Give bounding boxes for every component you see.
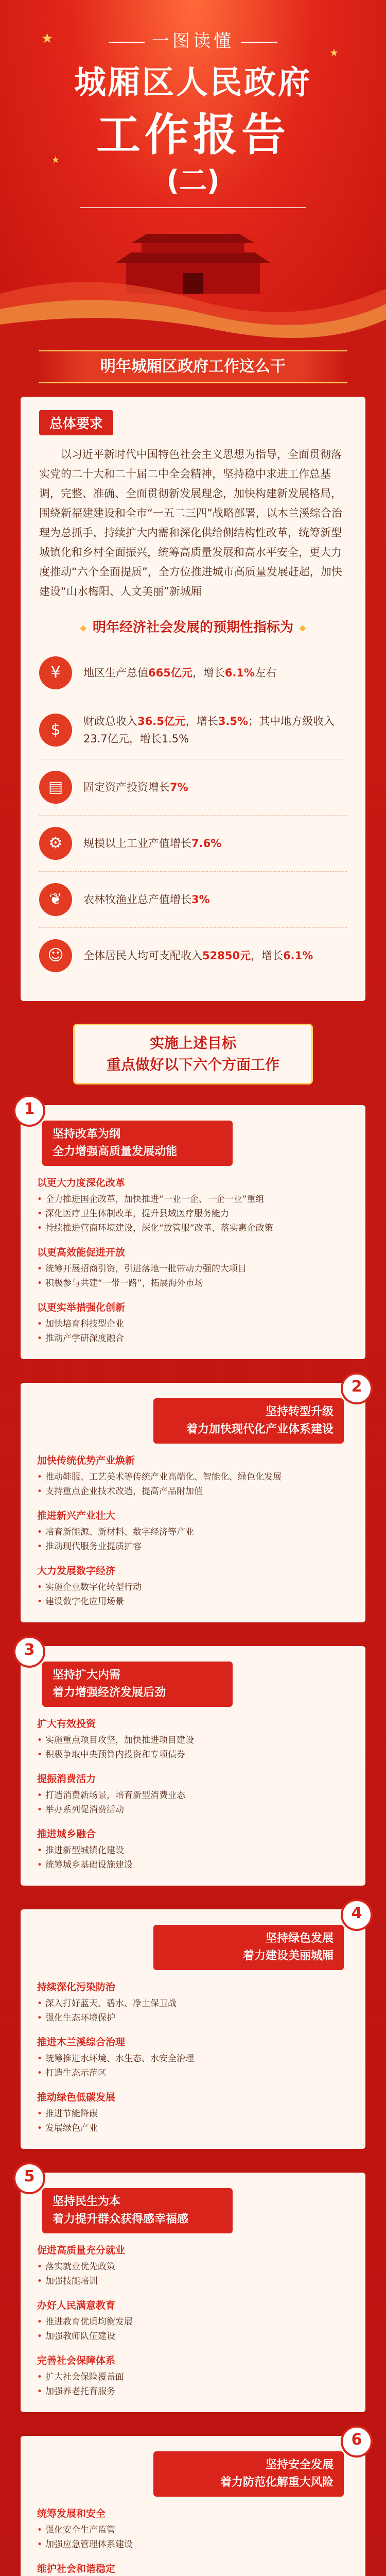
task-item: • 支持重点企业技术改造，提高产品附加值 [37,1484,349,1499]
task-subheading: 以更大力度深化改革 [37,1177,126,1189]
task-subheading: 持续深化污染防治 [37,1981,116,1993]
task-number: 6 [341,2426,373,2458]
task-item: • 加快培育科技型企业 [37,1317,349,1331]
indicator-pre: 固定资产投资增长 [83,781,170,793]
task-heading [153,1925,344,1970]
task-item: • 推动鞋服、工艺美术等传统产业高端化、智能化、绿色化发展 [37,1470,349,1484]
indicator-pre: 地区生产总值 [83,667,148,679]
indicator-pct: 6.1% [224,667,255,679]
task-item: • 打造生态示范区 [37,2066,349,2080]
task-item: • 深入打好蓝天、碧水、净土保卫战 [37,1996,349,2011]
indicator-val: 665亿元 [148,667,192,679]
task-card [21,1904,365,2149]
indicator-icon: ❦ [39,883,72,916]
star-icon: ★ [41,31,54,46]
task-subheading: 提振消费活力 [37,1773,96,1785]
task-number: 4 [341,1899,373,1931]
indicator-pre: 农林牧渔业总产值增长 [83,893,191,906]
task-card [21,1378,365,1622]
indicator-row [39,928,347,984]
hero-section [0,0,386,340]
indicator-icon: ⚙ [39,827,72,860]
indicator-row [39,645,347,701]
task-subheading: 促进高质量充分就业 [37,2245,126,2256]
task-item: • 深化医疗卫生体制改革，提升县域医疗服务能力 [37,1207,349,1221]
indicator-row [39,872,347,928]
task-item: • 强化生态环境保护 [37,2011,349,2025]
indicator-text [83,891,210,908]
task-item: • 强化安全生产监管 [37,2523,349,2537]
hero-kicker: 一图读懂 [0,27,386,52]
task-item: • 加强应急管理体系建设 [37,2537,349,2552]
task-item: • 实施企业数字化转型行动 [37,1580,349,1595]
task-number: 2 [341,1372,373,1404]
task-item: • 积极参与共建“一带一路”，拓展海外市场 [37,1276,349,1291]
indicator-icon: ▤ [39,771,72,804]
task-heading-head2: 着力增强经济发展后劲 [52,1686,166,1699]
task-item: • 统筹城乡基础设施建设 [37,1858,349,1872]
task-heading-head2: 着力建设美丽城厢 [242,1950,334,1962]
indicator-pre: 财政总收入 [83,715,137,727]
task-subheading: 推进城乡融合 [37,1828,96,1840]
work-ribbon-line2: 重点做好以下六个方面工作 [106,1056,279,1073]
task-heading-head1: 坚持扩大内需 [52,1669,121,1682]
task-heading-head2: 着力提升群众获得感幸福感 [52,2213,189,2226]
indicator-val: 7.6% [191,837,222,850]
task-subheading: 推动绿色低碳发展 [37,2092,116,2103]
task-subheading: 推进木兰溪综合治理 [37,2037,126,2048]
indicator-icon: $ [39,714,72,747]
task-heading-head2: 全力增强高质量发展动能 [52,1145,178,1158]
task-subheading: 维护社会和谐稳定 [37,2563,116,2574]
task-heading [42,1121,233,1166]
task-item: • 培育新能源、新材料、数字经济等产业 [37,1525,349,1539]
star-icon: ★ [51,155,60,165]
task-heading-head1: 坚持绿色发展 [265,1932,334,1945]
indicator-pre: 规模以上工业产值增长 [83,837,191,850]
indicator-pct: 6.1% [283,950,313,962]
hero-waves [0,247,386,340]
work-ribbon [73,1024,313,1084]
general-requirements-text: 以习近平新时代中国特色社会主义思想为指导，全面贯彻落实党的二十大和二十届二中全会精神，坚持稳中求进工作总基调，完整、准确、全面贯彻新发展理念，加快构建新发展格局，围绕新福建建设和全市“一五二三四”战略部署，以木兰溪综合治理为总抓手，持续扩大内需和深化供给侧结构性改革，统筹新型城镇化和乡村全面振兴，统筹高质量发展和高水平安全，更大力度推动“六个全面提质”，全方位推进城市高质量发展赶超，加快建设“山水梅阳、人文美丽”新城厢 [39,448,342,598]
task-subheading: 统筹发展和安全 [37,2508,106,2519]
indicator-icon: ☺ [39,939,72,972]
indicator-text [83,713,347,748]
section-banner-1: 明年城厢区政府工作这么干 [39,350,347,383]
task-heading-head1: 坚持民生为本 [52,2195,121,2208]
star-icon: ★ [329,46,339,59]
task-list [0,1100,386,2576]
indicator-val: 36.5亿元 [137,715,186,727]
indicator-post: ，增长 [192,667,225,679]
general-requirements-tag: 总体要求 [39,410,113,435]
indicator-post: ，增长 [185,715,218,727]
task-number: 3 [13,1636,45,1668]
indicator-text [83,947,313,964]
task-card [21,2167,365,2412]
task-item: • 落实就业优先政策 [37,2260,349,2274]
task-subheading: 完善社会保障体系 [37,2355,116,2366]
task-item: • 加强养老托育服务 [37,2384,349,2399]
indicator-val: 7% [170,781,188,793]
task-item: • 统筹开展招商引资，引进落地一批带动力强的大项目 [37,1262,349,1276]
task-item: • 推进节能降碳 [37,2107,349,2121]
task-heading-head1: 坚持改革为纲 [52,1128,121,1141]
indicator-row [39,701,347,759]
task-heading [153,2451,344,2497]
hero-issue-number: (二) [166,164,220,197]
indicator-tail: 左右 [255,667,277,679]
indicator-tail: ；其中地方级收入23.7亿元，增长1.5% [83,715,335,745]
task-heading-head2: 着力防范化解重大风险 [220,2476,334,2489]
indicator-text [83,664,276,682]
task-item: • 积极争取中央预算内投资和专项债券 [37,1748,349,1762]
task-heading-head2: 着力加快现代化产业体系建设 [186,1423,334,1436]
task-item: • 推动现代服务业提质扩容 [37,1539,349,1554]
task-item: • 举办系列促消费活动 [37,1803,349,1817]
task-subheading: 办好人民满意教育 [37,2300,116,2311]
task-subheading: 加快传统优势产业焕新 [37,1455,135,1466]
overview-card [21,397,365,1001]
indicator-val: 3% [191,893,210,906]
task-item: • 扩大社会保险覆盖面 [37,2370,349,2384]
work-ribbon-line1: 实施上述目标 [149,1035,236,1052]
hero-divider [80,207,306,208]
hero-title-line1: 城厢区人民政府 [74,63,312,101]
task-subheading: 推进新兴产业壮大 [37,1510,116,1521]
task-item: • 推进教育优质均衡发展 [37,2315,349,2329]
task-item: • 建设数字化应用场景 [37,1595,349,1609]
task-heading-head1: 坚持转型升级 [265,1405,334,1418]
indicator-post: ，增长 [251,950,284,962]
task-item: • 统筹推进水环境、水生态、水安全治理 [37,2052,349,2066]
task-card [21,2431,365,2576]
task-item: • 打造消费新场景，培育新型消费业态 [37,1788,349,1803]
task-number: 5 [13,2162,45,2194]
task-heading-head1: 坚持安全发展 [265,2459,334,2471]
task-item: • 全力推进国企改革，加快推进“一业一企、一企一业”重组 [37,1192,349,1207]
task-item: • 推动产学研深度融合 [37,1331,349,1346]
task-item: • 推进新型城镇化建设 [37,1843,349,1858]
task-heading [153,1398,344,1444]
indicator-text [83,778,188,796]
task-card [21,1641,365,1886]
task-subheading: 扩大有效投资 [37,1718,96,1730]
task-subheading: 以更高效能促进开放 [37,1247,126,1258]
indicator-text [83,835,221,852]
hero-title-line2: 工作报告 [96,109,290,161]
task-item: • 加强教师队伍建设 [37,2329,349,2344]
task-item: • 实施重点项目攻坚，加快推进项目建设 [37,1733,349,1748]
task-item: • 加强技能培训 [37,2274,349,2289]
task-number: 1 [13,1095,45,1127]
indicator-row [39,759,347,816]
indicator-pct: 3.5% [218,715,249,727]
task-heading [42,2188,233,2233]
indicator-row [39,816,347,872]
indicator-icon: ¥ [39,656,72,689]
indicators-heading: ◆ 明年经济社会发展的预期性指标为 ◆ [39,617,347,636]
indicator-pre: 全体居民人均可支配收入 [83,950,202,962]
task-subheading: 以更实举措强化创新 [37,1302,126,1313]
task-heading [42,1662,233,1707]
indicator-val: 52850元 [202,950,251,962]
task-item: • 发展绿色产业 [37,2121,349,2136]
task-card [21,1100,365,1359]
task-item: • 持续推进营商环境建设，深化“放管服”改革，落实惠企政策 [37,1221,349,1235]
task-subheading: 大力发展数字经济 [37,1565,116,1577]
indicator-list [39,645,347,984]
